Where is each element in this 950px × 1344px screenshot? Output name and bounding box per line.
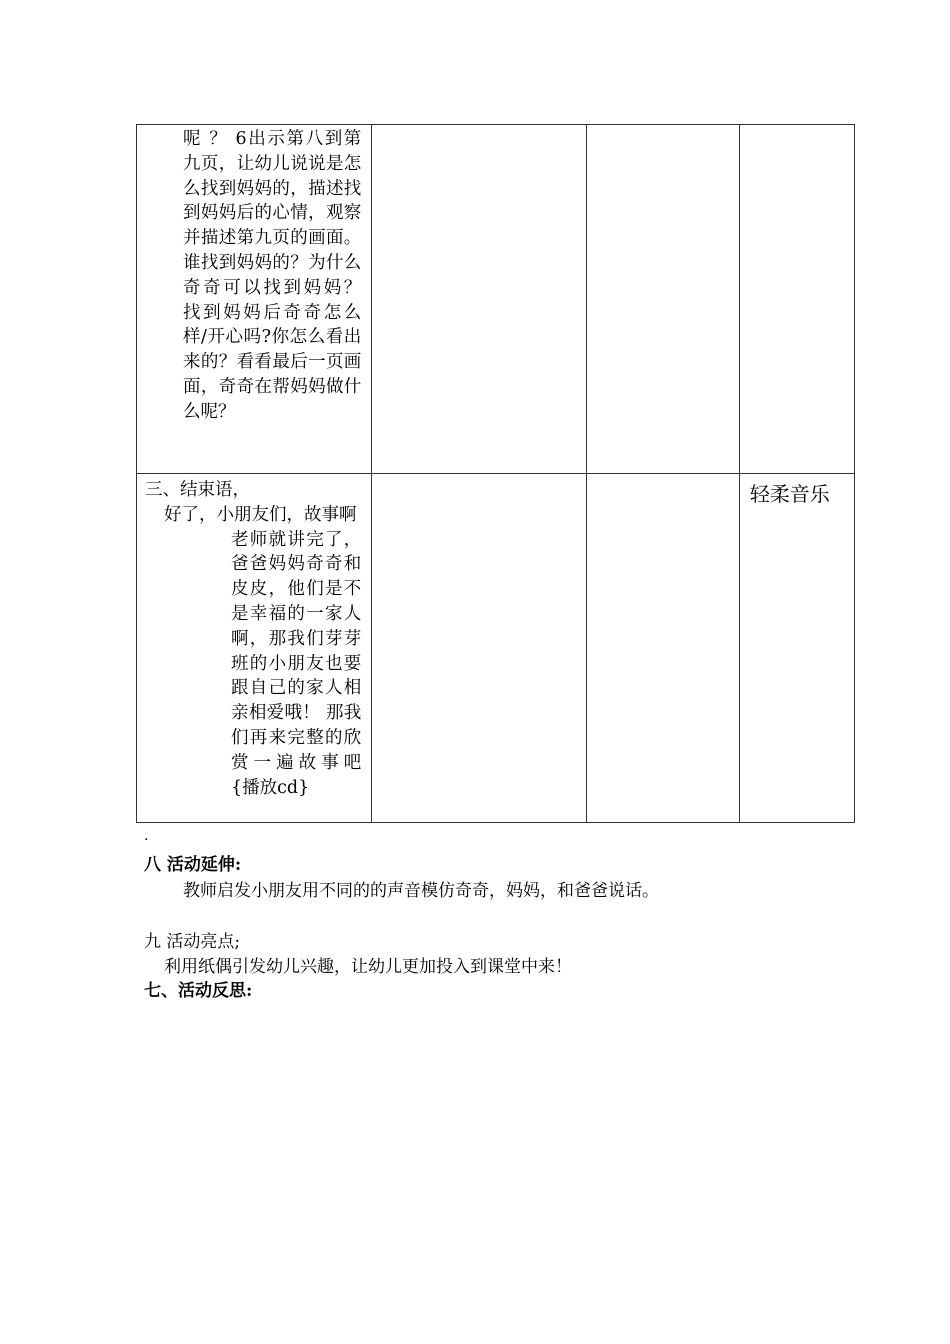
section-8-body: 教师启发小朋友用不同的的声音模仿奇奇，妈妈，和爸爸说话。: [183, 881, 659, 901]
table-cell-process: [137, 474, 372, 823]
step-six-text: 呢 ？ 6出示第八到第九页，让幼儿说说是怎么找到妈妈的，描述找到妈妈后的心情，观察并描述第九页的画面。谁找到妈妈的？为什么奇奇可以找到妈妈？ 找到妈妈后奇奇怎么样/开心吗?你怎么看出来的？看看最后一页画面，奇奇在帮妈妈做什么呢？: [183, 129, 362, 422]
table-cell-empty: [586, 474, 739, 823]
section-9-title: 九 活动亮点;: [144, 932, 241, 952]
table-row: [137, 474, 855, 823]
table-cell-empty: [586, 125, 739, 474]
closing-heading: 三、结束语，: [145, 480, 250, 500]
table-row: [137, 125, 855, 474]
table-cell-empty: [372, 474, 586, 823]
closing-text: 老师就讲完了，爸爸妈妈奇奇和皮皮，他们是不是幸福的一家人啊，那我们芽芽班的小朋友也要跟自己的家人相亲相爱哦！ 那我们再来完整的欣赏一遍故事吧{播放cd}: [231, 529, 362, 798]
table-cell-empty: [739, 125, 854, 474]
lesson-plan-table: [136, 124, 855, 823]
section-8-title: 八 活动延伸:: [144, 855, 242, 875]
section-9-body: 利用纸偶引发幼儿兴趣，让幼儿更加投入到课堂中来！: [164, 957, 572, 977]
table-cell-empty: [372, 125, 586, 474]
table-cell-music: [739, 474, 854, 823]
music-note: 轻柔音乐: [749, 482, 830, 506]
closing-first-line: 好了，小朋友们，故事啊: [164, 504, 357, 525]
separator-dot: .: [144, 828, 149, 844]
section-7-title: 七、活动反思:: [144, 981, 253, 1001]
table-cell-process: [137, 125, 372, 474]
